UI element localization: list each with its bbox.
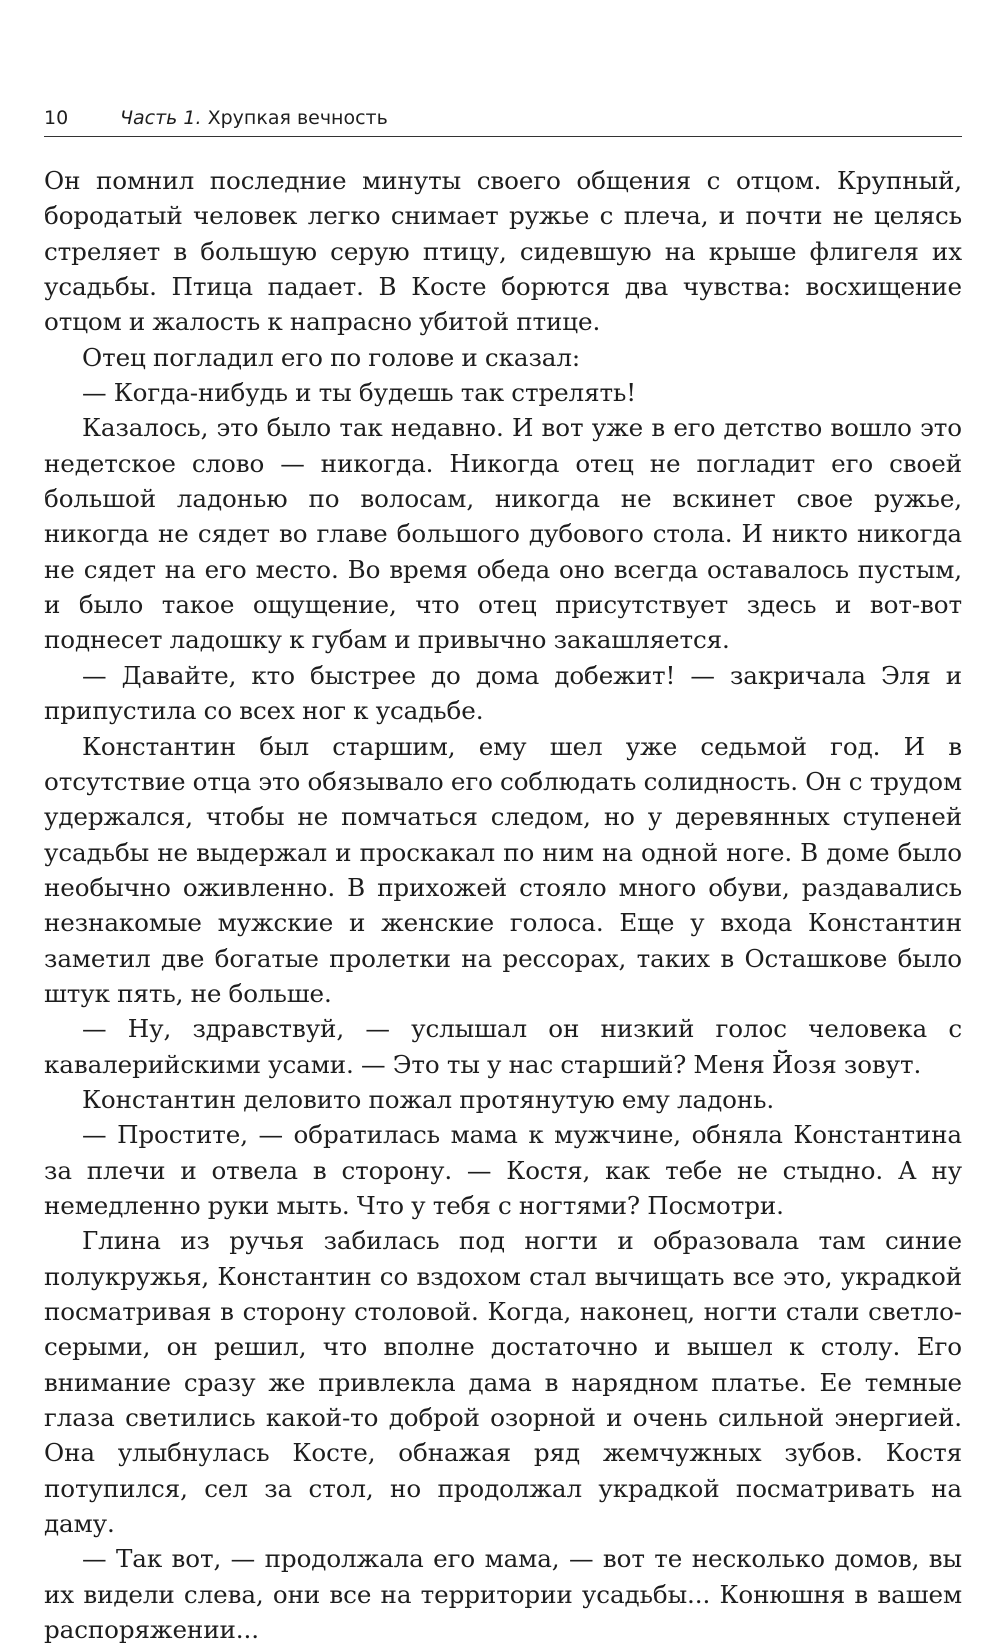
body-text xyxy=(44,163,962,1647)
running-head xyxy=(44,104,962,137)
part-label: Часть 1. xyxy=(120,107,202,129)
paragraph: Константин был старшим, ему шел уже седьмой год. И в отсутствие отца это обязывало его соблюдать солидность. Он с трудом удержался, чтобы не помчаться следом, но у деревянных ступеней усадьбы не выдержал и проскакал по ним на одной ноге. В доме было необычно оживленно. В прихожей стояло много обуви, раздавались незнакомые мужские и женские голоса. Еще у входа Константин заметил две богатые пролетки на рессорах, таких в Осташкове было штук пять, не больше. xyxy=(44,731,962,1008)
dialogue-line: — Простите, — обратилась мама к мужчине, обняла Константина за плечи и отвела в сторону. — Костя, как тебе не стыдно. А ну немедленно руки мыть. Что у тебя с ногтями? Посмотри. xyxy=(44,1120,962,1220)
chapter-title: Хрупкая вечность xyxy=(207,107,388,129)
book-page xyxy=(44,0,962,1645)
page-number: 10 xyxy=(44,107,69,129)
dialogue-line: — Так вот, — продолжала его мама, — вот те несколько домов, вы их видели слева, они все на территории усадьбы... Конюшня в вашем распоряжении... xyxy=(44,1544,962,1645)
dialogue-line: — Давайте, кто быстрее до дома добежит! — закричала Эля и припустила со всех ног к усадьбе. xyxy=(44,660,962,726)
dialogue-line: — Ну, здравствуй, — услышал он низкий голос человека с кавалерийскими усами. — Это ты у нас старший? Меня Йозя зовут. xyxy=(44,1014,962,1079)
paragraph: Казалось, это было так недавно. И вот уже в его детство вошло это недетское слово — никогда. Никогда отец не погладит его своей большой ладонью по волосам, никогда не вскинет свое ружье, никогда не сядет во главе большого дубового стола. И никто никогда не сядет на его место. Во время обеда оно всегда оставалось пустым, и было такое ощущение, что отец присутствует здесь и вот-вот поднесет ладошку к губам и привычно закашляется. xyxy=(44,413,962,655)
dialogue-line: — Когда-нибудь и ты будешь так стрелять! xyxy=(82,378,637,408)
paragraph: Он помнил последние минуты своего общения с отцом. Крупный, бородатый человек легко снимает ружье с плеча, и почти не целясь стреляет в большую серую птицу, сидевшую на крыше флигеля их усадьбы. Птица падает. В Косте борются два чувства: восхищение отцом и жалость к напрасно убитой птице. xyxy=(44,166,962,337)
paragraph: Глина из ручья забилась под ногти и образовала там синие полукружья, Константин со вздохом стал вычищать все это, украдкой посматривая в сторону столовой. Когда, наконец, ногти стали светло-серыми, он решил, что вполне достаточно и вышел к столу. Его внимание сразу же привлекла дама в нарядном платье. Ее темные глаза светились какой-то доброй озорной и очень сильной энергией. Она улыбнулась Косте, обнажая ряд жемчужных зубов. Костя потупился, сел за стол, но продолжал украдкой посматривать на даму. xyxy=(44,1226,962,1539)
paragraph: Константин деловито пожал протянутую ему ладонь. xyxy=(82,1084,775,1114)
paragraph: Отец погладил его по голове и сказал: xyxy=(82,342,581,372)
